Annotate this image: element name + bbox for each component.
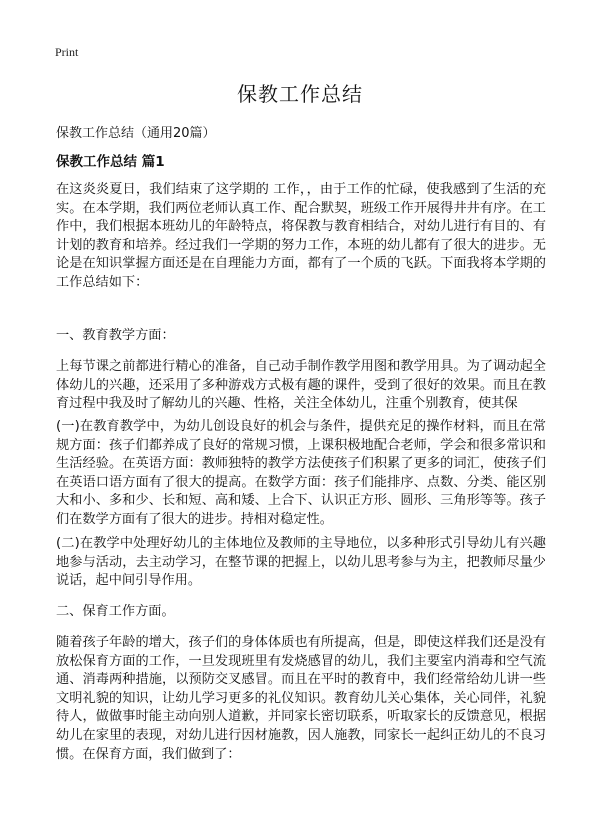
section-heading: 保教工作总结 篇1 (56, 154, 165, 170)
intro-paragraph: 在这炎炎夏日，我们结束了这学期的 工作，，由于工作的忙碌，使我感到了生活的充实。在本学期，我们两位老师认真工作、配合默契，班级工作开展得井井有序。在工作中，我们根据本班幼儿的年龄特点，将保教与教育相结合，对幼儿进行有目的、有计划的教育和培养。经过我们一学期的努力工作，本班的幼儿都有了很大的进步。无论是在知识掌握方面还是在自理能力方面，都有了一个质的飞跃。下面我将本学期的工作总结如下： (56, 182, 546, 290)
care-paragraph: 随着孩子年龄的增大，孩子们的身体体质也有所提高，但是，即使这样我们还是没有放松保育方面的工作，一旦发现班里有发烧感冒的幼儿，我们主要室内消毒和空气流通、消毒两种措施，以预防交叉感冒。而且在平时的教育中，我们经常给幼儿讲一些文明礼貌的知识，让幼儿学习更多的礼仪知识。教育幼儿关心集体，关心同伴，礼貌待人，做做事时能主动向别人道歉，并同家长密切联系，听取家长的反馈意见，根据幼儿在家里的表现，对幼儿进行因材施教，因人施教，同家长一起纠正幼儿的不良习惯。在保育方面，我们做到了： (56, 635, 546, 762)
teaching-paragraph-2: (二)在教学中处理好幼儿的主体地位及教师的主导地位，以多种形式引导幼儿有兴趣地参与活动，去主动学习，在整节课的把握上，以幼儿思考参与为主，把教师尽量少说话，起中间引导作用。 (56, 536, 546, 589)
care-heading: 二、保育工作方面。 (56, 604, 175, 619)
document-title: 保教工作总结 (237, 82, 363, 106)
teaching-heading: 一、教育教学方面： (56, 328, 175, 343)
print-label[interactable]: Print (55, 45, 79, 59)
teaching-paragraph-1: (一)在教育教学中，为幼儿创设良好的机会与条件，提供充足的操作材料，而且在常规方面：孩子们都养成了良好的常规习惯，上课积极地配合老师，学会和很多常识和生活经验。在英语方面：教师独特的教学方法使孩子们积累了更多的词汇，使孩子们在英语口语方面有了很大的提高。在数学方面：孩子们能排序、点数、分类、能区别大和小、多和少、长和短、高和矮、上合下、认识正方形、圆形、三角形等等。孩子们在数学方面有了很大的进步。持相对稳定性。 (56, 419, 546, 527)
teaching-prep-paragraph: 上每节课之前都进行精心的准备，自己动手制作教学用图和教学用具。为了调动起全体幼儿的兴趣，还采用了多种游戏方式极有趣的课件，受到了很好的效果。而且在教育过程中我及时了解幼儿的兴趣、性格，关注全体幼儿，注重个别教育，使其保 (56, 359, 546, 412)
document-subtitle: 保教工作总结（通用20篇） (56, 126, 216, 141)
